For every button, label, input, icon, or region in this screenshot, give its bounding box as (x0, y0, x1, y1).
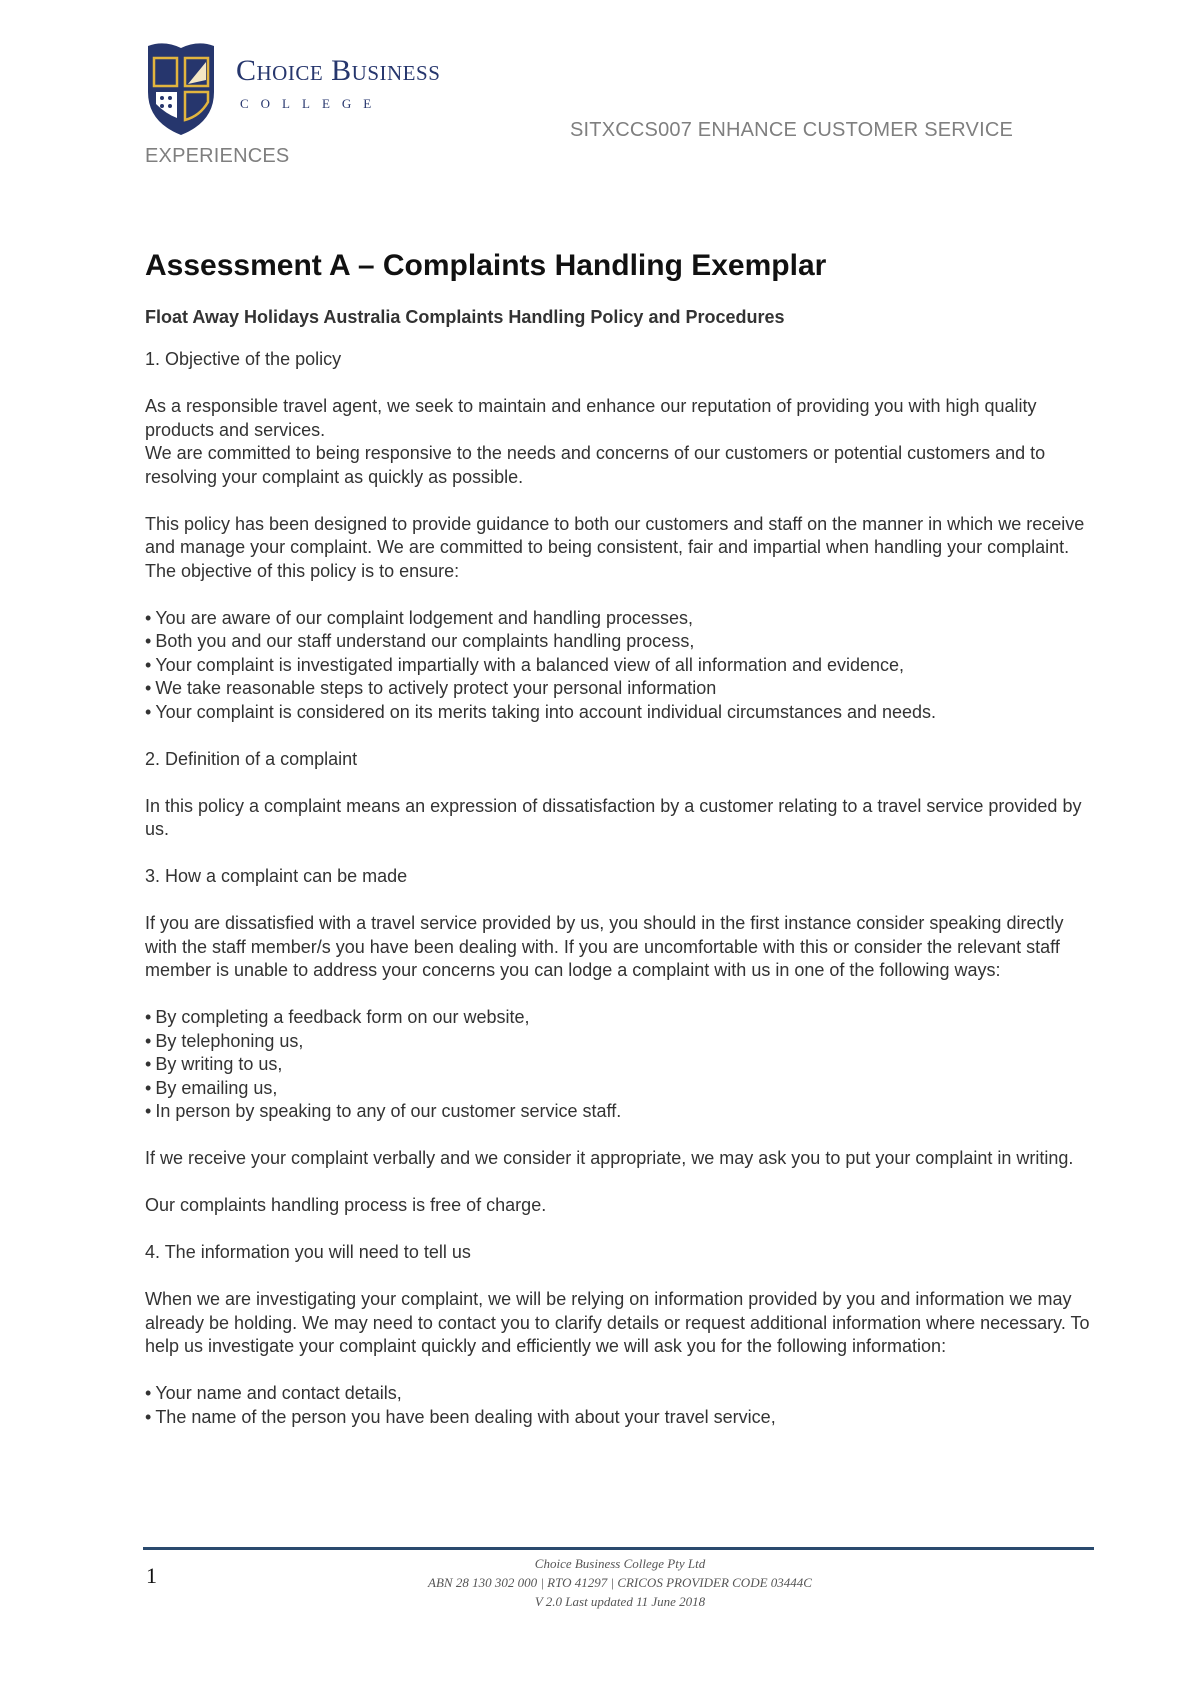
brand-subtitle: COLLEGE (240, 96, 384, 111)
list-item: • By completing a feedback form on our website, (145, 1006, 1095, 1030)
unit-title: SITXCCS007 ENHANCE CUSTOMER SERVICE EXPERIENCES (145, 119, 1014, 167)
complaint-methods-list (145, 1006, 1095, 1124)
paragraph: If we receive your complaint verbally and we consider it appropriate, we may ask you to put your complaint in writing. (145, 1148, 1074, 1168)
brand-name: Choice Business (236, 54, 441, 87)
section-heading: 2. Definition of a complaint (145, 748, 358, 769)
list-item: • You are aware of our complaint lodgement and handling processes, (145, 607, 1095, 631)
list-item: • Both you and our staff understand our complaints handling process, (145, 630, 1095, 654)
page-title: Assessment A – Complaints Handling Exemplar (145, 249, 827, 282)
section-heading: 1. Objective of the policy (145, 349, 342, 369)
paragraph: The objective of this policy is to ensure: (145, 560, 460, 581)
footer-version: V 2.0 Last updated 11 June 2018 (534, 1594, 706, 1609)
paragraph: This policy has been designed to provide guidance to both our customers and staff on the manner in which we receive and manage your complaint. We are committed to being consistent, fair and impartial when handling your complaint. (145, 513, 1085, 557)
list-item: • Your name and contact details, (145, 1382, 1095, 1406)
list-item: • Your complaint is considered on its merits taking into account individual circumstances and needs. (145, 701, 1095, 725)
objective-list (145, 607, 1095, 725)
policy-subtitle: Float Away Holidays Australia Complaints Handling Policy and Procedures (145, 307, 785, 327)
footer-divider (143, 1547, 1094, 1550)
paragraph: We are committed to being responsive to the needs and concerns of our customers or potential customers and to resolving your complaint as quickly as possible. (145, 443, 1046, 487)
paragraph: Our complaints handling process is free of charge. (145, 1195, 547, 1215)
section-heading: 3. How a complaint can be made (145, 866, 408, 886)
list-item: • We take reasonable steps to actively protect your personal information (145, 677, 1095, 701)
paragraph: As a responsible travel agent, we seek to maintain and enhance our reputation of providing you with high quality products and services. (145, 396, 1037, 440)
footer-registration: ABN 28 130 302 000 | RTO 41297 | CRICOS PROVIDER CODE 03444C (428, 1575, 812, 1590)
list-item: • The name of the person you have been dealing with about your travel service, (145, 1406, 1095, 1430)
required-info-list (145, 1382, 1095, 1429)
paragraph: In this policy a complaint means an expression of dissatisfaction by a customer relating to a travel service provided by us. (145, 795, 1082, 839)
footer (340, 1554, 900, 1611)
section-heading: 4. The information you will need to tell us (145, 1242, 471, 1262)
paragraph: If you are dissatisfied with a travel service provided by us, you should in the first instance consider speaking directly with the staff member/s you have been dealing with. If you are uncomfortable with this or consider the relevant staff member is unable to address your concerns you can lodge a complaint with us in one of the following ways: (145, 913, 1064, 980)
page-number: 1 (146, 1563, 157, 1588)
paragraph: When we are investigating your complaint, we will be relying on information provided by you and information we may already be holding. We may need to contact you to clarify details or request additional information where necessary. To help us investigate your complaint quickly and efficiently we will ask you for the following information: (145, 1289, 1090, 1356)
document-body (145, 248, 1095, 1453)
list-item: • By telephoning us, (145, 1030, 1095, 1054)
footer-company: Choice Business College Pty Ltd (534, 1556, 706, 1571)
list-item: • Your complaint is investigated impartially with a balanced view of all information and evidence, (145, 654, 1095, 678)
list-item: • In person by speaking to any of our customer service staff. (145, 1100, 1095, 1124)
list-item: • By writing to us, (145, 1053, 1095, 1077)
list-item: • By emailing us, (145, 1077, 1095, 1101)
